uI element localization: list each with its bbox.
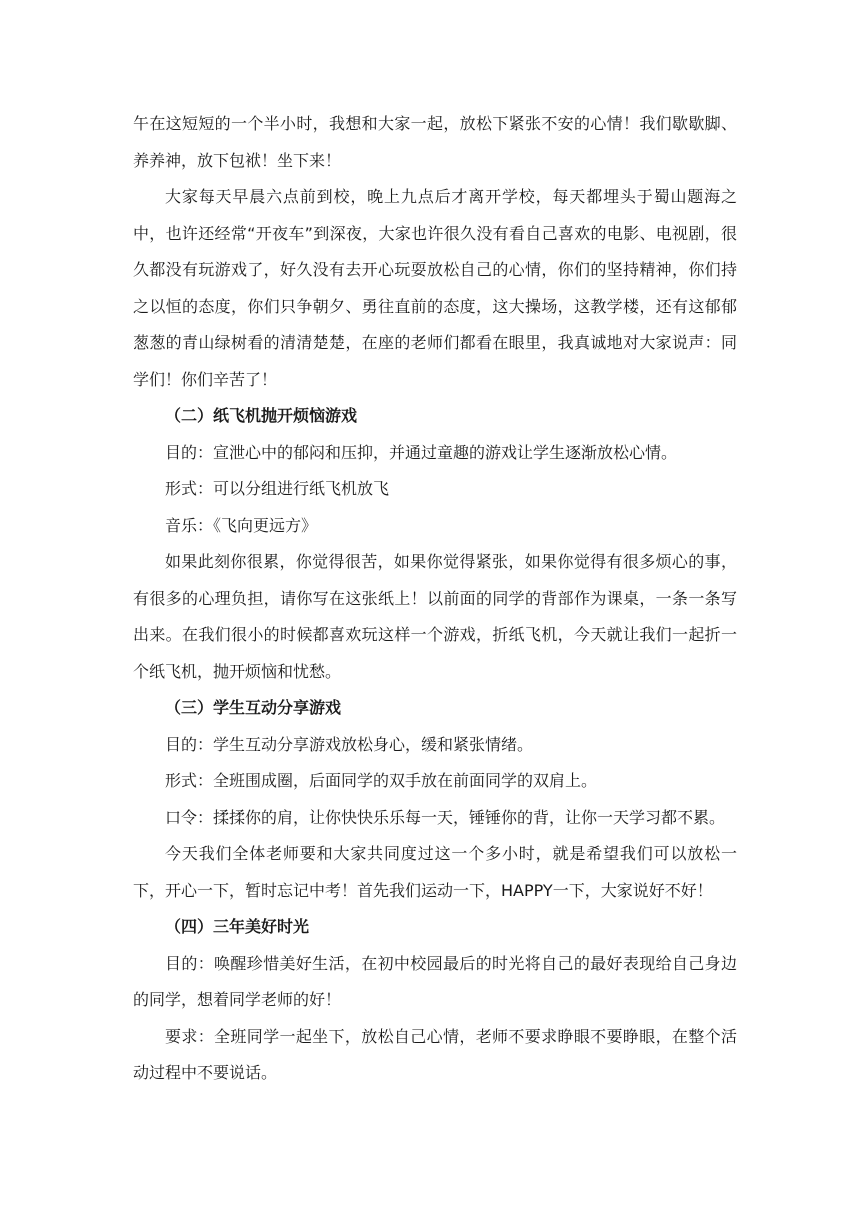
paragraph-hard-work: 大家每天早晨六点前到校，晚上九点后才离开学校，每天都埋头于蜀山题海之中，也许还经常“开夜车”到深夜，大家也许很久没有看自己喜欢的电影、电视剧，很久都没有玩游戏了，好久没有去开心玩耍放松自己的心情，你们的坚持精神，你们持之以恒的态度，你们只争朝夕、勇往直前的态度，这大操场，这教学楼，还有这郁郁葱葱的青山绿树看的清清楚楚，在座的老师们都看在眼里，我真诚地对大家说声：同学们！你们辛苦了！ — [133, 187, 737, 389]
paragraph-continuation: 午在这短短的一个半小时，我想和大家一起，放松下紧张不安的心情！我们歇歇脚、养养神，放下包袱！坐下来！ — [133, 114, 737, 170]
section-heading-interaction: （三）学生互动分享游戏 — [165, 698, 342, 717]
section-heading-paper-plane: （二）纸飞机抛开烦恼游戏 — [165, 406, 358, 425]
paragraph-form-paper-plane: 形式：可以分组进行纸飞机放飞 — [165, 479, 390, 498]
paragraph-form-interaction: 形式：全班围成圈，后面同学的双手放在前面同学的双肩上。 — [165, 771, 598, 790]
paragraph-teachers: 今天我们全体老师要和大家共同度过这一个多小时，就是希望我们可以放松一下，开心一下，暂时忘记中考！首先我们运动一下，HAPPY一下，大家说好不好！ — [133, 844, 737, 900]
paragraph-music: 音乐：《飞向更远方》 — [165, 515, 318, 535]
paragraph-purpose-three-years: 目的：唤醒珍惜美好生活，在初中校园最后的时光将自己的最好表现给自己身边的同学，想着同学老师的好！ — [133, 953, 737, 1009]
paragraph-paper-plane-instructions: 如果此刻你很累，你觉得很苦，如果你觉得紧张，如果你觉得有很多烦心的事，有很多的心理负担，请你写在这张纸上！以前面的同学的背部作为课桌，一条一条写出来。在我们很小的时候都喜欢玩这样一个游戏，折纸飞机，今天就让我们一起折一个纸飞机，抛开烦恼和忧愁。 — [133, 552, 737, 681]
paragraph-requirements: 要求：全班同学一起坐下，放松自己心情，老师不要求睁眼不要睁眼，在整个活动过程中不要说话。 — [133, 1026, 737, 1082]
paragraph-purpose-interaction: 目的：学生互动分享游戏放松身心，缓和紧张情绪。 — [165, 734, 534, 754]
paragraph-purpose-paper-plane: 目的：宣泄心中的郁闷和压抑，并通过童趣的游戏让学生逐渐放松心情。 — [165, 442, 678, 462]
document-body — [133, 106, 737, 1092]
section-heading-three-years: （四）三年美好时光 — [165, 917, 310, 936]
paragraph-chant: 口令：揉揉你的肩，让你快快乐乐每一天，锤锤你的背，让你一天学习都不累。 — [165, 807, 726, 827]
